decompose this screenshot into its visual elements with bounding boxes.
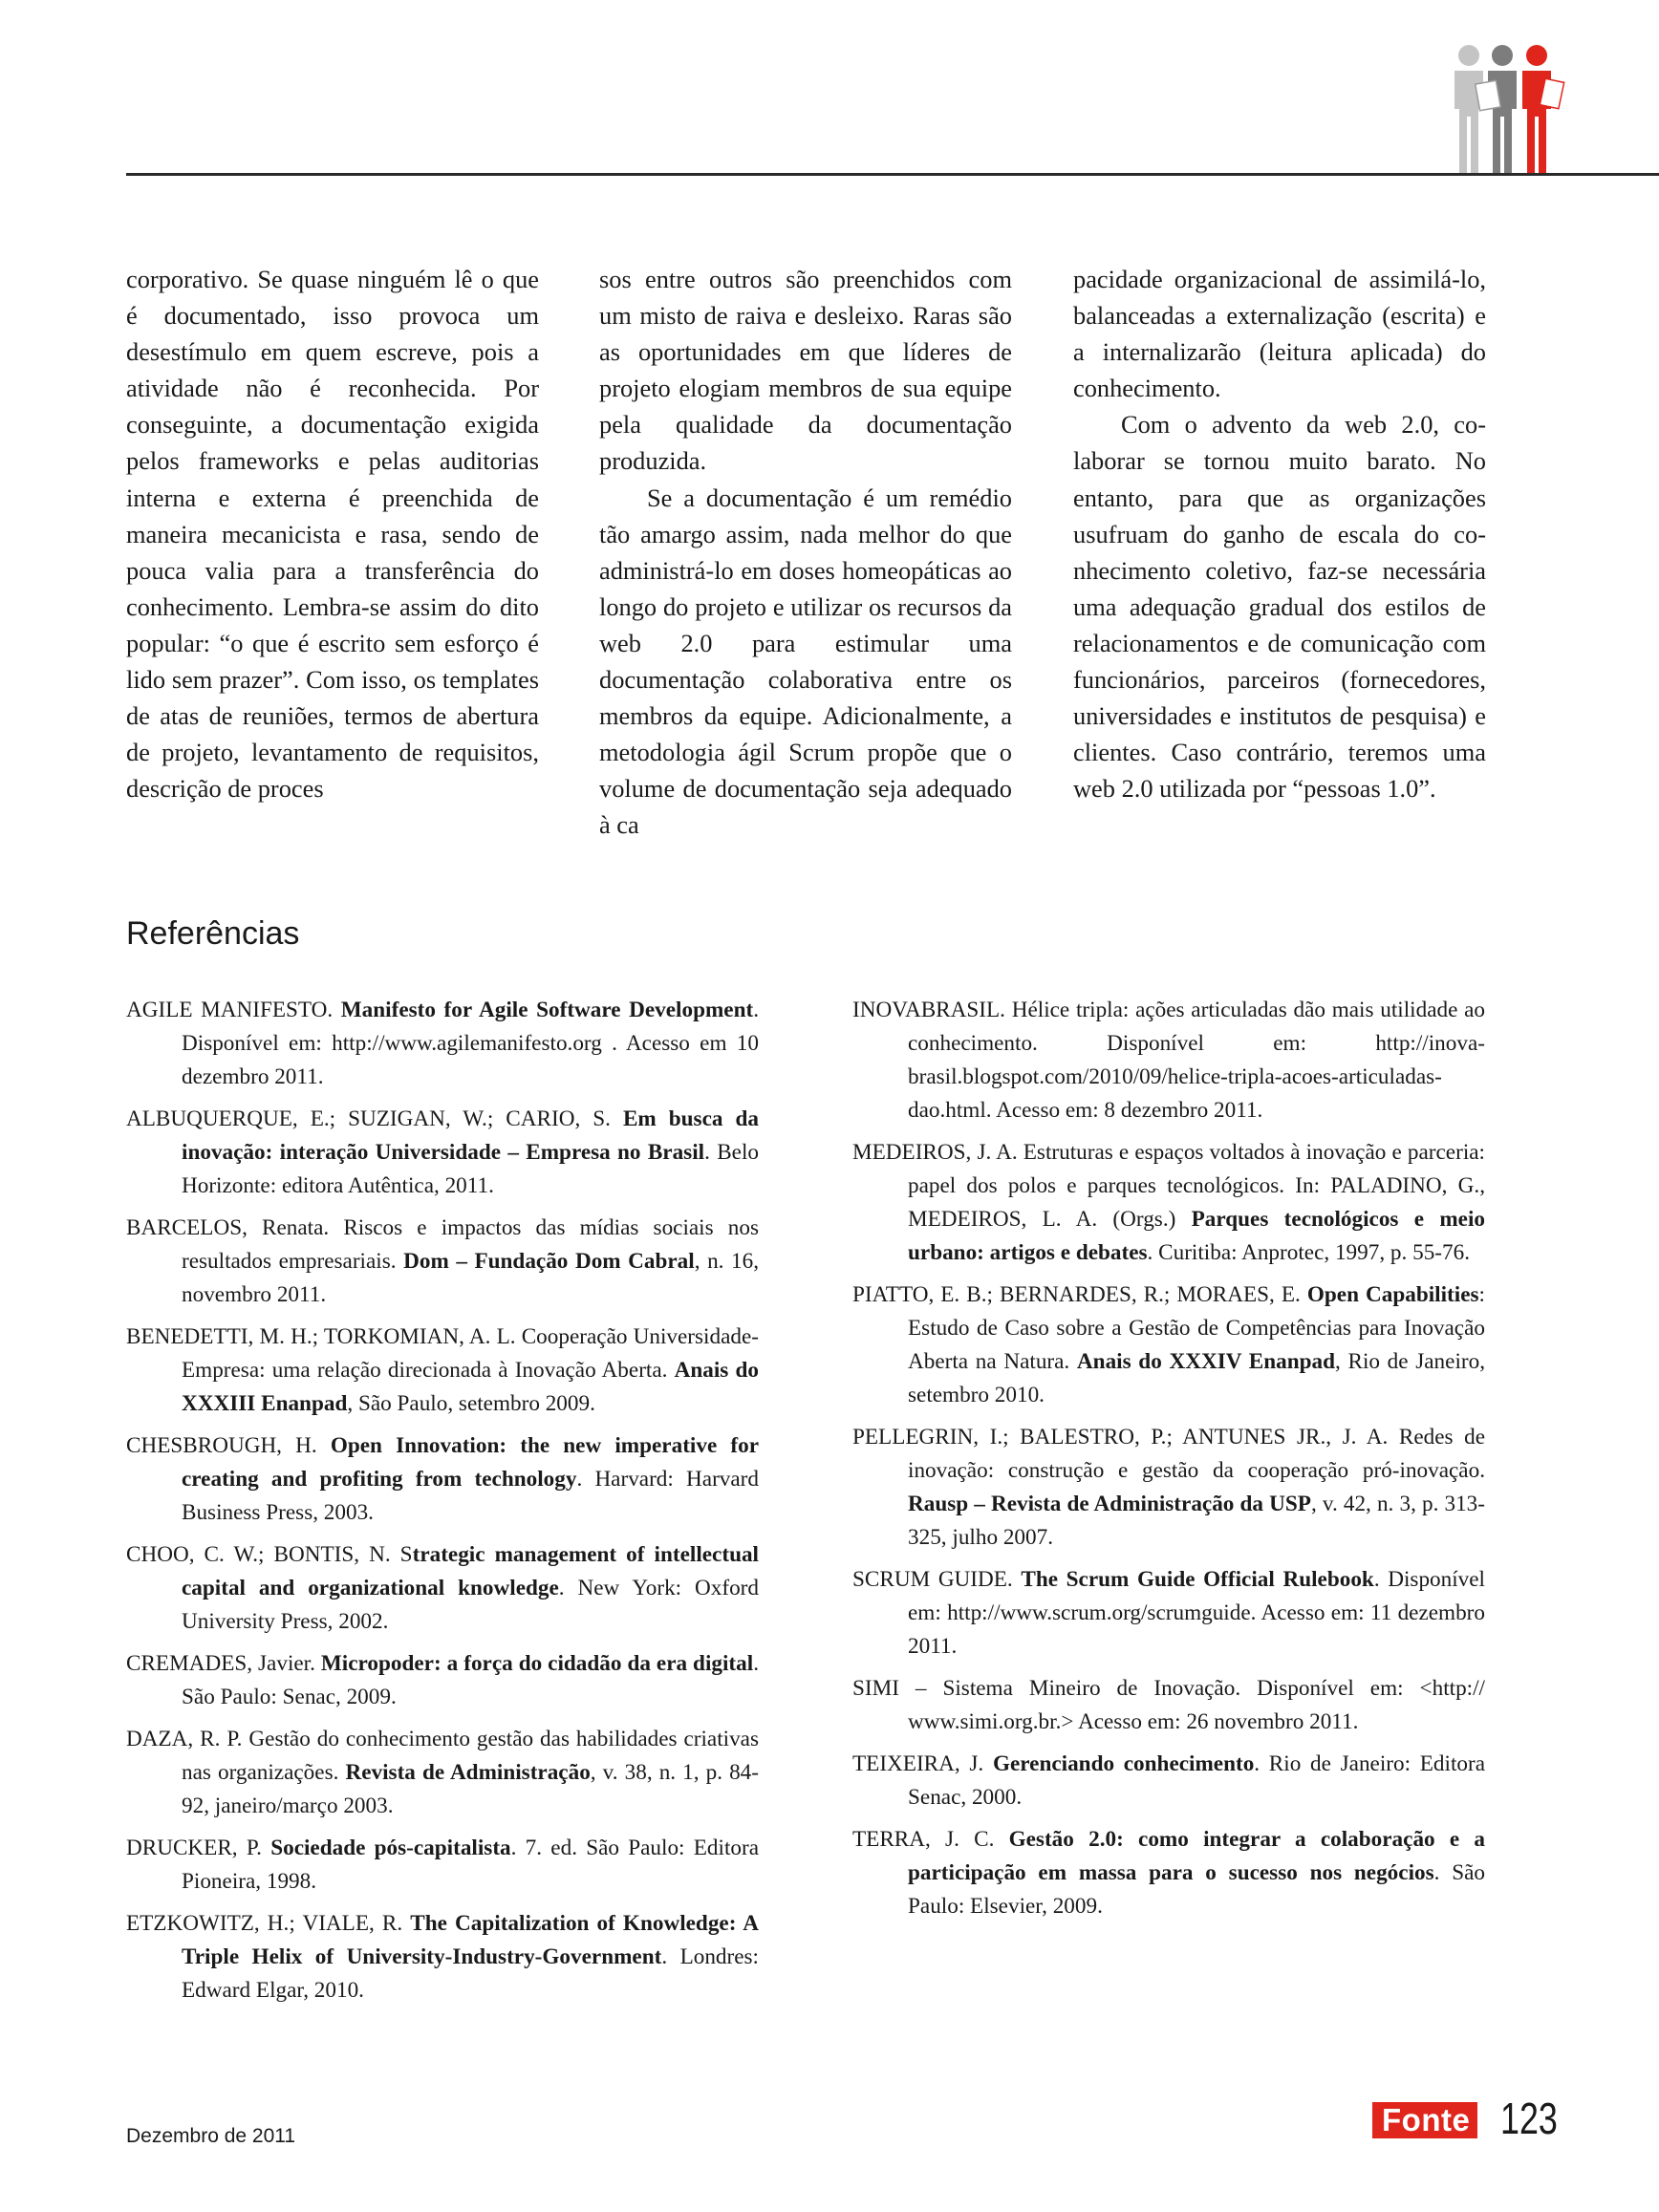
reference-entry: TERRA, J. C. Gestão 2.0: como integrar a colaboração e a participação em massa para o sucesso nos negócios. São Paulo: Elsevier, 2009.: [852, 1827, 1485, 1919]
issue-date: Dezembro de 2011: [126, 2125, 296, 2147]
references-column-left: [126, 994, 759, 2016]
paragraph: Com o advento da web 2.0, colaborar se tornou muito barato. No entanto, para que as organizações usufruam do ganho de escala do conhecimento coletivo, faz-se necessária uma adequação gradual dos estilos de relacionamentos e de comunicação com funcionários, parceiros (fornecedores, universidades e institutos de pesquisa) e clientes. Caso contrário, teremos uma web 2.0 utilizada por “pessoas 1.0”.: [1073, 410, 1486, 804]
reference-entry: DAZA, R. P. Gestão do conhecimento gestão das habilidades criativas nas organizações. Revista de Administração, v. 38, n. 1, p. 84-92, janeiro/março 2003.: [126, 1727, 760, 1818]
reference-entry: CHESBROUGH, H. Open Innovation: the new imperative for creating and profiting from technology. Harvard: Harvard Business Press, 2003.: [126, 1433, 759, 1525]
paragraph: pacidade organizacional de assimilá-lo, balanceadas a externalização (escrita) e a internalizarão (leitura aplicada) do conhecimento.: [1073, 265, 1486, 403]
reference-entry: SIMI – Sistema Mineiro de Inovação. Disponível em: <http:// www.simi.org.br.> Acesso em: 26 novembro 2011.: [852, 1676, 1485, 1734]
header-rule: [126, 173, 1659, 176]
article-column-3: [1073, 261, 1486, 806]
reference-entry: MEDEIROS, J. A. Estruturas e espaços voltados à inovação e parceria: papel dos polos e parques tecnológicos. In: PALADINO, G., MEDEIROS, L. A. (Orgs.) Parques tecnológicos e meio urbano: artigos e debates. Curitiba: Anprotec, 1997, p. 55-76.: [852, 1140, 1485, 1265]
article-column-2: [599, 261, 1012, 844]
people-figures-icon: [1443, 38, 1586, 177]
paragraph: sos entre outros são preenchidos com um misto de raiva e desleixo. Raras são as oportunidades em que líderes de projeto elogiam membros de sua equipe pela qualidade da documentação produzida.: [599, 265, 1012, 476]
reference-entry: CHOO, C. W.; BONTIS, N. Strategic management of intellectual capital and organizational knowledge. New York: Oxford University Press, 2002.: [126, 1542, 760, 1634]
magazine-brand: Fonte: [1372, 2102, 1477, 2138]
references-column-right: [852, 994, 1485, 1932]
reference-entry: PIATTO, E. B.; BERNARDES, R.; MORAES, E. Open Capabilities: Estudo de Caso sobre a Gestão de Competências para Inovação Aberta na Natura. Anais do XXXIV Enanpad, Rio de Janeiro, setembro 2010.: [852, 1282, 1485, 1407]
reference-entry: PELLEGRIN, I.; BALESTRO, P.; ANTUNES JR., J. A. Redes de inovação: construção e gestão da cooperação pró-inovação. Rausp – Revista de Administração da USP, v. 42, n. 3, p. 313-325, julho 2007.: [852, 1425, 1485, 1550]
paragraph: Se a documentação é um remédio tão amargo assim, nada melhor do que administrá-lo em doses homeopáticas ao longo do projeto e utilizar os recursos da web 2.0 para estimular uma documentação colaborativa entre os membros da equipe. Adicionalmente, a metodologia ágil Scrum propõe que o volume de documentação seja adequado à ca: [599, 483, 1012, 840]
references-heading: Referências: [126, 915, 300, 952]
reference-entry: ALBUQUERQUE, E.; SUZIGAN, W.; CARIO, S. Em busca da inovação: interação Universidade – Empresa no Brasil. Belo Horizonte: editora Autêntica, 2011.: [126, 1106, 759, 1198]
reference-entry: SCRUM GUIDE. The Scrum Guide Official Rulebook. Disponível em: http://www.scrum.org/scrumguide. Acesso em: 11 dezembro 2011.: [852, 1567, 1485, 1659]
reference-entry: AGILE MANIFESTO. Manifesto for Agile Software Development. Disponível em: http://www.agilemanifesto.org . Acesso em 10 dezembro 2011.: [126, 998, 759, 1089]
reference-entry: INOVABRASIL. Hélice tripla: ações articuladas dão mais utilidade ao conhecimento. Disponível em: http://inovabrasil.blogspot.com/2010/09/helice-tripla-acoes-articuladas-dao.html. Acesso em: 8 dezembro 2011.: [852, 998, 1485, 1123]
reference-entry: BARCELOS, Renata. Riscos e impactos das mídias sociais nos resultados empresariais. Dom – Fundação Dom Cabral, n. 16, novembro 2011.: [126, 1215, 759, 1307]
reference-entry: TEIXEIRA, J. Gerenciando conhecimento. Rio de Janeiro: Editora Senac, 2000.: [852, 1751, 1485, 1810]
reference-entry: CREMADES, Javier. Micropoder: a força do cidadão da era digital. São Paulo: Senac, 2009.: [126, 1651, 759, 1709]
reference-entry: DRUCKER, P. Sociedade pós-capitalista. 7. ed. São Paulo: Editora Pioneira, 1998.: [126, 1836, 759, 1894]
reference-entry: BENEDETTI, M. H.; TORKOMIAN, A. L. Cooperação Universidade-Empresa: uma relação direcionada à Inovação Aberta. Anais do XXXIII Enanpad, São Paulo, setembro 2009.: [126, 1324, 759, 1416]
page-number: 123: [1500, 2094, 1558, 2143]
reference-entry: ETZKOWITZ, H.; VIALE, R. The Capitalization of Knowledge: A Triple Helix of University-Industry-Government. Londres: Edward Elgar, 2010.: [126, 1911, 759, 2003]
paragraph: corporativo. Se quase ninguém lê o que é documentado, isso provoca um desestímulo em quem escreve, pois a atividade não é reconhecida. Por conseguinte, a documentação exigida pelos frameworks e pelas auditorias interna e externa é preenchida de maneira mecanicista e rasa, sendo de pouca valia para a transferência do conhecimento. Lembra-se assim do dito popular: “o que é escrito sem esforço é lido sem prazer”. Com isso, os templates de atas de reuniões, termos de abertura de projeto, levantamento de requisitos, descrição de proces: [126, 265, 539, 804]
article-column-1: [126, 261, 539, 806]
